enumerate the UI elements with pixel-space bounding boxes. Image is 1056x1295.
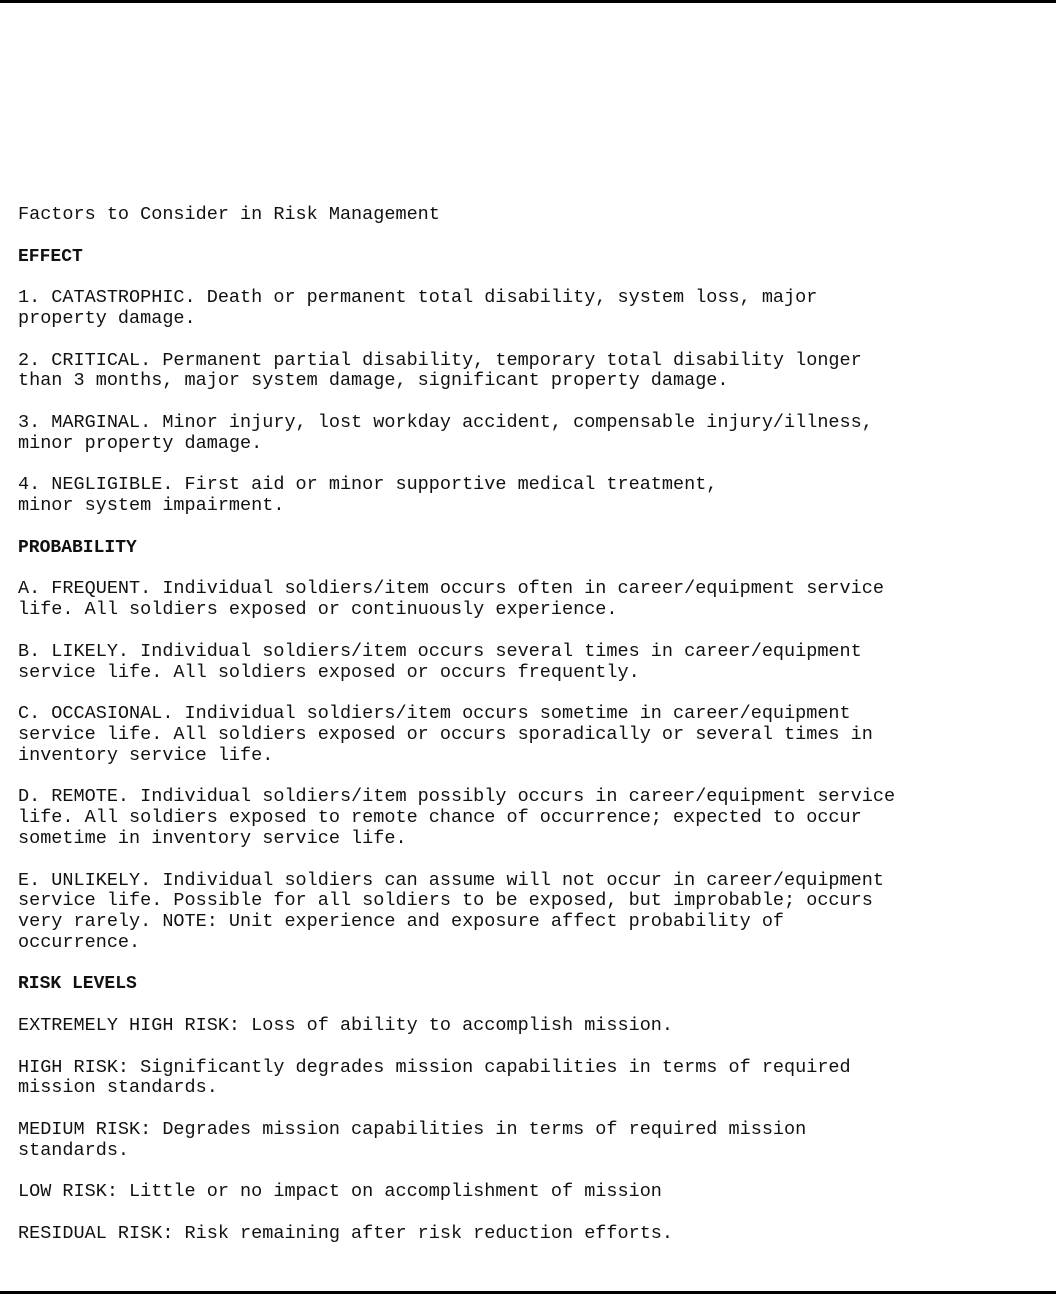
risk-level-extremely-high: EXTREMELY HIGH RISK: Loss of ability to accomplish mission. <box>18 1015 674 1037</box>
probability-item-likely: B. LIKELY. Individual soldiers/item occurs several times in career/equipment service life. All soldiers exposed or occurs frequently. <box>18 640 862 683</box>
probability-heading: PROBABILITY <box>18 537 137 558</box>
document-body <box>18 205 1048 1266</box>
risk-levels-heading: RISK LEVELS <box>18 974 137 995</box>
probability-item-occasional: C. OCCASIONAL. Individual soldiers/item occurs sometime in career/equipment service life. All soldiers exposed or occurs sporadically or several times in inventory service life. <box>18 703 873 766</box>
effect-item-marginal: 3. MARGINAL. Minor injury, lost workday accident, compensable injury/illness, minor property damage. <box>18 411 873 454</box>
bottom-rule <box>0 1291 1056 1294</box>
probability-item-unlikely: E. UNLIKELY. Individual soldiers can assume will not occur in career/equipment service life. Possible for all soldiers to be exposed, but improbable; occurs very rarely. NOTE: Unit experience and exposure affect probability of occurrence. <box>18 869 884 953</box>
probability-item-remote: D. REMOTE. Individual soldiers/item possibly occurs in career/equipment service life. All soldiers exposed to remote chance of occurrence; expected to occur sometime in inventory service life. <box>18 786 896 849</box>
effect-item-negligible: 4. NEGLIGIBLE. First aid or minor supportive medical treatment, minor system impairment. <box>18 474 718 517</box>
risk-level-low: LOW RISK: Little or no impact on accomplishment of mission <box>18 1181 662 1203</box>
probability-item-frequent: A. FREQUENT. Individual soldiers/item occurs often in career/equipment service life. All soldiers exposed or continuously experience. <box>18 578 884 621</box>
risk-level-medium: MEDIUM RISK: Degrades mission capabilities in terms of required mission standards. <box>18 1119 807 1161</box>
effect-heading: EFFECT <box>18 246 83 267</box>
document-title: Factors to Consider in Risk Management <box>18 204 440 225</box>
effect-item-catastrophic: 1. CATASTROPHIC. Death or permanent total disability, system loss, major property damage. <box>18 287 818 329</box>
risk-level-residual: RESIDUAL RISK: Risk remaining after risk reduction efforts. <box>18 1223 674 1245</box>
effect-item-critical: 2. CRITICAL. Permanent partial disability, temporary total disability longer than 3 months, major system damage, significant property damage. <box>18 349 862 392</box>
top-rule <box>0 0 1056 3</box>
risk-level-high: HIGH RISK: Significantly degrades mission capabilities in terms of required mission standards. <box>18 1056 851 1099</box>
